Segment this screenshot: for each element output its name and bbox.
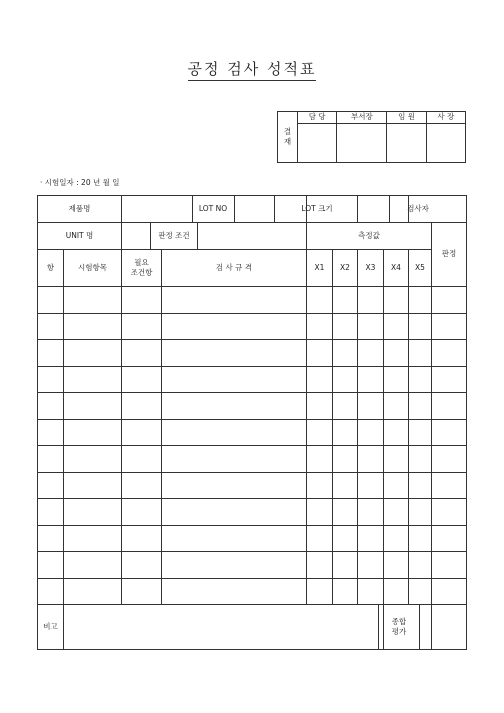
unit-name-value[interactable]	[122, 223, 150, 249]
title-text: 공정 검사 성적표	[188, 60, 317, 81]
col-x2: X2	[333, 250, 358, 287]
approval-label-line1: 결	[283, 126, 292, 136]
table-row	[38, 313, 467, 340]
judgement-condition-label: 판정 조건	[150, 223, 198, 249]
col-spec: 검 사 규 격	[162, 250, 307, 287]
approval-label-line2: 재	[283, 137, 292, 146]
col-required-condition	[122, 250, 162, 287]
approval-col-dept-head: 부서장	[337, 112, 387, 124]
sign-box-executive[interactable]	[387, 124, 426, 163]
approval-label	[278, 112, 298, 163]
overall-eval-cell	[384, 605, 432, 650]
sign-box-dept-head[interactable]	[337, 124, 387, 163]
col-item-no: 항	[38, 250, 64, 287]
approval-col-executive: 임 원	[387, 112, 426, 124]
lot-no-label: LOT NO	[198, 204, 228, 213]
table-row	[38, 340, 467, 367]
product-name-label: 제품명	[38, 196, 122, 223]
col-test-item: 시험항목	[64, 250, 122, 287]
table-row	[38, 287, 467, 314]
measured-value-label: 측정값	[307, 223, 432, 250]
table-row	[38, 393, 467, 420]
judgement-condition-value[interactable]	[196, 223, 306, 249]
inspection-table	[37, 195, 467, 650]
lot-size-label-cell	[301, 196, 358, 223]
col-x4: X4	[384, 250, 409, 287]
remarks-value[interactable]	[64, 605, 384, 650]
col-required-line2: 조건항	[130, 268, 153, 277]
approval-col-manager: 담 당	[298, 112, 337, 124]
col-x3: X3	[358, 250, 384, 287]
remarks-label: 비고	[38, 605, 64, 650]
overall-line2: 평가	[391, 627, 407, 636]
table-row	[38, 366, 467, 393]
inspector-label: 검사자	[389, 196, 446, 222]
approval-col-president: 사 장	[426, 112, 465, 124]
col-x1: X1	[307, 250, 333, 287]
approval-table	[277, 111, 466, 163]
sign-box-president[interactable]	[426, 124, 465, 163]
unit-name-label: UNIT 명	[38, 223, 122, 250]
table-row	[38, 525, 467, 552]
table-row	[38, 552, 467, 579]
table-row	[38, 446, 467, 473]
lot-size-label: LOT 크기	[274, 196, 359, 222]
table-row	[38, 499, 467, 526]
table-row	[38, 578, 467, 605]
judgement-label: 판정	[432, 223, 467, 287]
col-x5: X5	[409, 250, 432, 287]
table-row	[38, 419, 467, 446]
page-title	[0, 58, 504, 79]
overall-eval-value[interactable]	[432, 605, 467, 650]
unit-name-row-cell	[122, 223, 307, 250]
col-required-line1: 필요	[134, 257, 149, 267]
inspector-cell	[409, 196, 467, 223]
sign-box-manager[interactable]	[298, 124, 337, 163]
table-row	[38, 472, 467, 499]
test-date-line: · 시험일자 : 20 년 월 일	[40, 178, 120, 187]
overall-line1: 종합	[391, 616, 407, 626]
overall-eval-label	[378, 605, 420, 649]
